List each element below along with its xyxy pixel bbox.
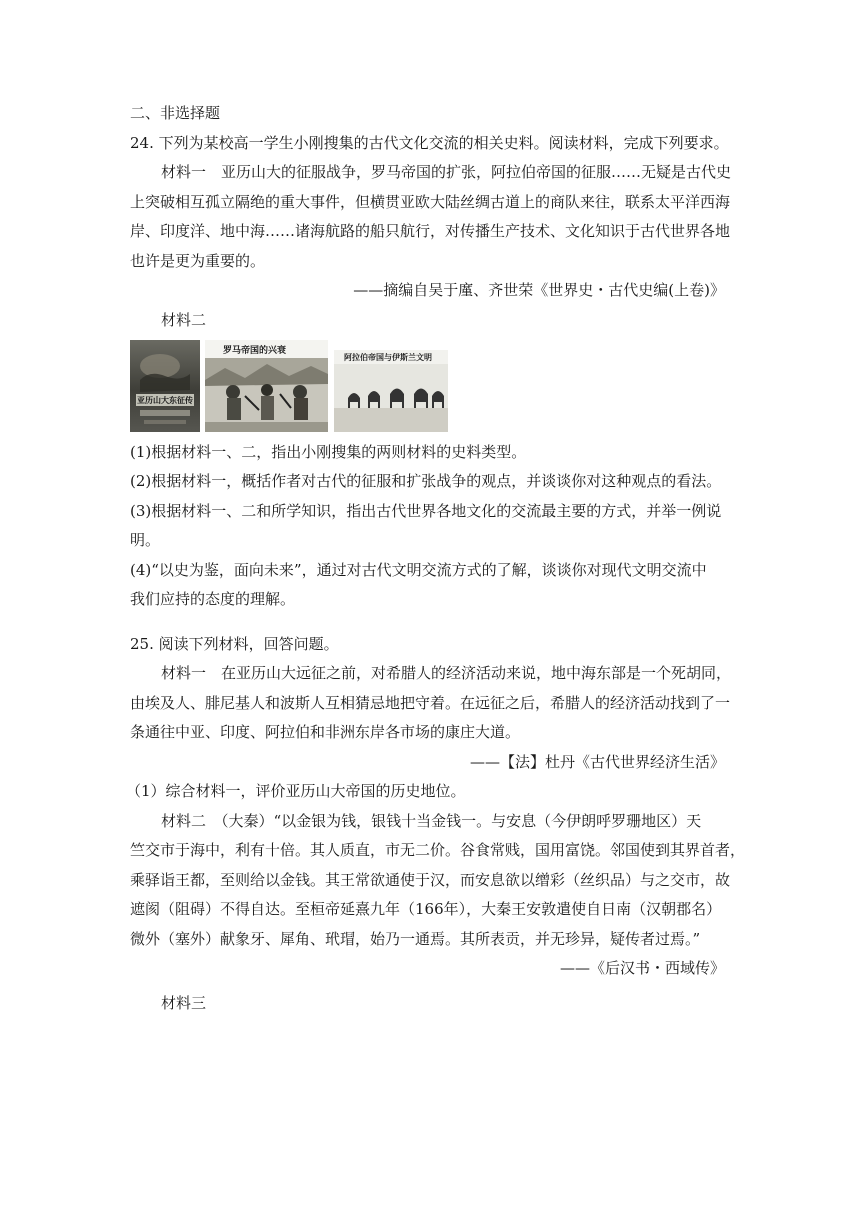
arab-empire-image bbox=[334, 350, 448, 432]
q25-material3-label: 材料三 bbox=[161, 994, 207, 1012]
book-cover-title: 亚历山大东征传 bbox=[137, 395, 193, 405]
q25-material1-line: 材料一 在亚历山大远征之前，对希腊人的经济活动来说，地中海东部是一个死胡同， bbox=[161, 664, 732, 682]
q25-stem: 25. 阅读下列材料，回答问题。 bbox=[130, 635, 339, 653]
q24-material1-line: 上突破相互孤立隔绝的重大事件，但横贯亚欧大陆丝绸古道上的商队来往，联系太平洋西海 bbox=[130, 193, 731, 211]
q25-material1-source: ——【法】杜丹《古代世界经济生活》 bbox=[469, 753, 725, 771]
q25-material1-line: 条通往中亚、印度、阿拉伯和非洲东岸各市场的康庄大道。 bbox=[130, 723, 521, 741]
rome-empire-image bbox=[205, 340, 328, 432]
q24-material1-line: 材料一 亚历山大的征服战争，罗马帝国的扩张，阿拉伯帝国的征服……无疑是古代史 bbox=[161, 163, 732, 181]
q24-stem: 24. 下列为某校高一学生小刚搜集的古代文化交流的相关史料。阅读材料，完成下列要求。 bbox=[130, 134, 729, 152]
q25-material2-line: 乘驿诣王都，至则给以金钱。其王常欲通使于汉，而安息欲以缯彩（丝织品）与之交市，故 bbox=[130, 871, 731, 889]
rome-image-caption: 罗马帝国的兴衰 bbox=[223, 346, 287, 356]
q24-question: (1)根据材料一、二，指出小刚搜集的两则材料的史料类型。 bbox=[130, 443, 527, 461]
q25-material2-line: 微外（塞外）献象牙、犀角、玳瑁，始乃一通焉。其所表贡，并无珍异，疑传者过焉。” bbox=[130, 930, 701, 948]
q25-material2-line: 遮阂（阻碍）不得自达。至桓帝延熹九年（166年），大秦王安敦遣使自日南（汉朝郡名） bbox=[130, 900, 722, 918]
q24-question: 我们应持的态度的理解。 bbox=[130, 590, 296, 608]
q24-material1-source: ——摘编自吴于廑、齐世荣《世界史・古代史编(上卷)》 bbox=[353, 281, 725, 299]
q24-question: (2)根据材料一，概括作者对古代的征服和扩张战争的观点，并谈谈你对这种观点的看法。 bbox=[130, 472, 722, 490]
q25-material1-line: 由埃及人、腓尼基人和波斯人互相猜忌地把守着。在远征之后，希腊人的经济活动找到了一 bbox=[130, 694, 731, 712]
q24-material1-line: 岸、印度洋、地中海……诸海航路的船只航行，对传播生产技术、文化知识于古代世界各地 bbox=[130, 222, 731, 240]
q24-question: 明。 bbox=[130, 531, 161, 549]
arab-image-caption: 阿拉伯帝国与伊斯兰文明 bbox=[344, 352, 432, 362]
q25-material2-line: 材料二 （大秦）“以金银为钱，银钱十当金钱一。与安息（今伊朗呼罗珊地区）天 bbox=[161, 812, 702, 830]
q25-question-1: （1）综合材料一，评价亚历山大帝国的历史地位。 bbox=[126, 782, 466, 800]
book-cover-illustration bbox=[130, 340, 200, 432]
q25-material2-source: ——《后汉书・西域传》 bbox=[559, 959, 725, 977]
q24-material1-line: 也许是更为重要的。 bbox=[130, 252, 266, 270]
q24-material2-label: 材料二 bbox=[161, 311, 207, 329]
q24-question: (3)根据材料一、二和所学知识，指出古代世界各地文化的交流最主要的方式，并举一例说 bbox=[130, 502, 722, 520]
section-header: 二、非选择题 bbox=[130, 104, 221, 122]
q25-material2-line: 竺交市于海中，利有十倍。其人质直，市无二价。谷食常贱，国用富饶。邻国使到其界首者， bbox=[130, 841, 746, 859]
book-cover-image bbox=[130, 340, 200, 432]
q24-question: (4)“以史为鉴，面向未来”，通过对古代文明交流方式的了解，谈谈你对现代文明交流中 bbox=[130, 561, 707, 579]
